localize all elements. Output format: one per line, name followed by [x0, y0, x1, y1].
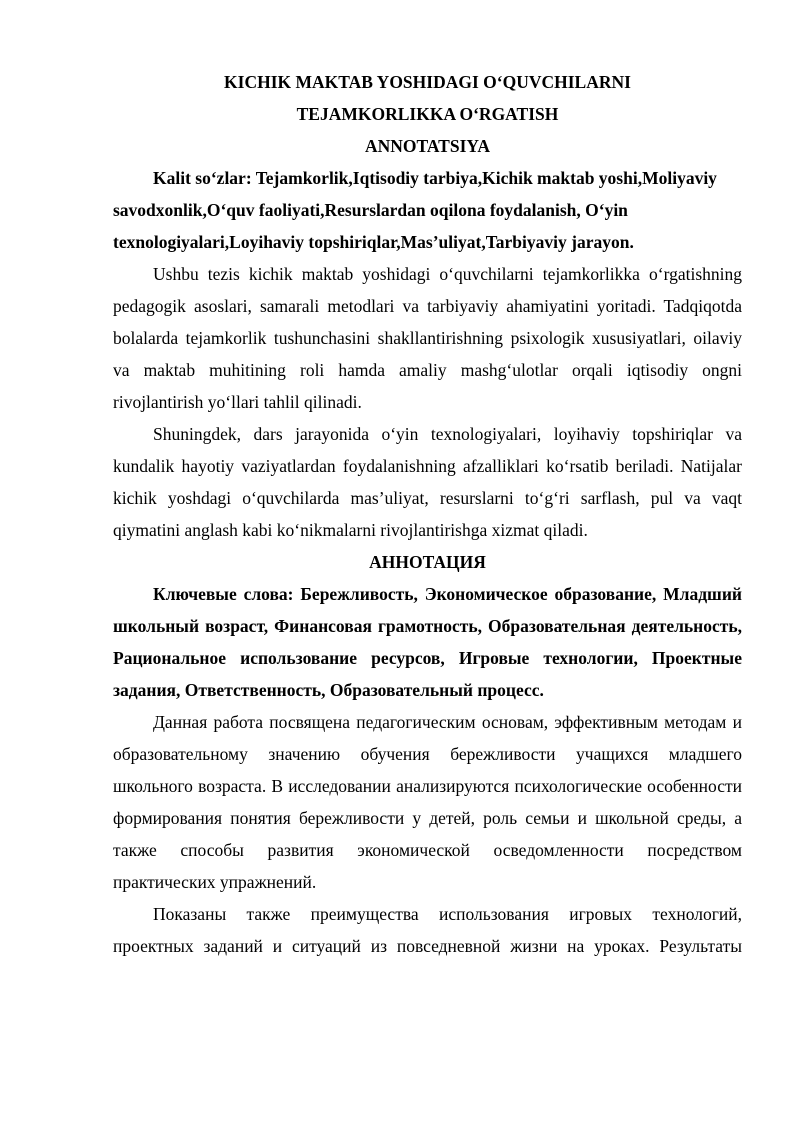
annotation-ru-heading: АННОТАЦИЯ: [369, 552, 486, 572]
title-line-2: TEJAMKORLIKKA O‘RGATISH: [296, 104, 559, 124]
annotation-ru-keywords: Ключевые слова: Бережливость, Экономическое образование, Младший школьный возраст, Финансовая грамотность, Образовательная деятельность, Рациональное использование ресурсов, Игровые технологии, Проектные задания, Ответственность, Образовательный процесс.: [113, 584, 742, 700]
document-page: [113, 66, 742, 962]
annotation-uz-heading: ANNOTATSIYA: [364, 136, 491, 156]
title-line-1: KICHIK MAKTAB YOSHIDAGI O‘QUVCHILARNI: [224, 72, 631, 92]
annotation-ru-paragraph-1: Данная работа посвящена педагогическим основам, эффективным методам и образовательному значению обучения бережливости учащихся младшего школьного возраста. В исследовании анализируются психологические особенности формирования понятия бережливости у детей, роль семьи и школьной среды, а также способы развития экономической осведомленности посредством практических упражнений.: [113, 712, 742, 892]
annotation-uz-keywords: Kalit so‘zlar: Tejamkorlik,Iqtisodiy tarbiya,Kichik maktab yoshi,Moliyaviy savodxonlik,O‘quv faoliyati,Resurslardan oqilona foydalanish, O‘yin texnologiyalari,Loyihaviy topshiriqlar,Mas’uliyat,Tarbiyaviy jarayon.: [113, 168, 717, 252]
annotation-uz-paragraph-2: Shuningdek, dars jarayonida o‘yin texnologiyalari, loyihaviy topshiriqlar va kundalik hayotiy vaziyatlardan foydalanishning afzalliklari ko‘rsatib beriladi. Natijalar kichik yoshdagi o‘quvchilarda mas’uliyat, resurslarni to‘g‘ri sarflash, pul va vaqt qiymatini anglash kabi ko‘nikmalarni rivojlantirishga xizmat qiladi.: [113, 424, 742, 540]
annotation-ru-paragraph-2: Показаны также преимущества использования игровых технологий, проектных заданий и ситуаций из повседневной жизни на уроках. Результаты: [113, 904, 742, 956]
annotation-uz-paragraph-1: Ushbu tezis kichik maktab yoshidagi o‘quvchilarni tejamkorlikka o‘rgatishning pedagogik asoslari, samarali metodlari va tarbiyaviy ahamiyatini yoritadi. Tadqiqotda bolalarda tejamkorlik tushunchasini shakllantirishning psixologik xususiyatlari, oilaviy va maktab muhitining roli hamda amaliy mashg‘ulotlar orqali iqtisodiy ongni rivojlantirish yo‘llari tahlil qilinadi.: [113, 264, 742, 412]
